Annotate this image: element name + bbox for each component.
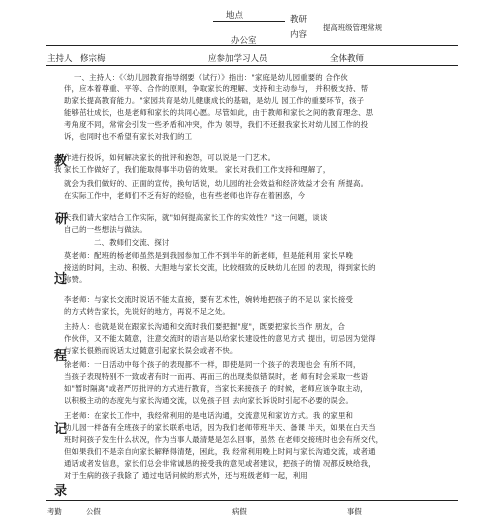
body-line-4: 能够茁壮成长，也是老师和家长的共同心愿。尽管如此，由于教师和家长之间的教育理念、思: [64, 108, 374, 117]
body-line-19: 主持人：也就是说在跟家长沟通和交流时我们要把握"度"，既要把家长当作 朋友，合: [64, 322, 346, 331]
body-line-18: 的方式转告家长，先说好的地方，再说不足之处。: [64, 307, 230, 316]
body-line-12: 自己的一些想法与做法。: [64, 225, 147, 234]
side-label-1: 教: [54, 154, 68, 169]
attendees-label: 应参加学习人员: [208, 54, 268, 64]
body-line-14: 莫老师：配班的杨老师虽然是到我园参加工作不到半年的新老师，但是能利用 家长早晚: [64, 251, 354, 260]
body-line-15: 接送的时间，主动、积极、大胆地与家长交流，比较细致的反映幼儿在园 的表现，得到家长的: [64, 263, 376, 272]
location-value: 办公室: [231, 36, 257, 46]
body-line-3: 助家长提高教育能力。"家园共育是幼儿健康成长的基础，是幼儿 园工作的重要环节，孩子: [64, 96, 365, 105]
body-line-20: 作伙伴，又不能太随意，注意交流时的语言是以给家长建设性的意见方式 提出，切忌因为觉得: [64, 334, 376, 343]
attendance-personal-leave: 事假: [347, 507, 362, 516]
side-label-6: 录: [54, 484, 68, 499]
body-line-23: 当孩子表现特别不一致或者有时一而再、再而三的出现类似错误时，老 师有时会采取一些语: [64, 372, 369, 381]
body-line-6: 诉，也同时也不希望有家长对我们的工: [64, 132, 193, 141]
attendance-label: 考勤: [47, 507, 62, 516]
body-line-13: 二、教师们交流、探讨: [94, 238, 170, 247]
body-line-5: 考角度不同，常常会引发一些矛盾和冲突，作为 领导，我们不还报我家长对幼儿园工作的投: [64, 120, 369, 129]
topic-value: 提高班级管理常规: [323, 23, 383, 32]
body-line-7: 作进行投诉，如何解决家长的批评和抱怨，可以说是一门艺术。: [64, 153, 276, 162]
side-label-4: 程: [54, 349, 68, 364]
topic-label-line-2: 内容: [290, 30, 308, 40]
body-line-21: 与家长很熟而说话太过随意引起家长误会或者不快。: [64, 346, 238, 355]
body-line-1: 一、主持人：《〈幼儿园教育指导纲要（试行）》指出："家庭是幼儿园重要的 合作伙: [74, 73, 348, 82]
side-label-3: 过: [54, 272, 68, 287]
attendees-value: 全体教师: [330, 54, 365, 64]
location-label: 地点: [226, 11, 244, 21]
host-rule: [46, 65, 458, 66]
host-name: 修宗梅: [80, 54, 106, 64]
attendance-sick-leave: 病假: [232, 507, 247, 516]
body-line-30: 通话或者发信息，家长们总会非常诚恳的接受我的意见或者建议，把孩子的情 况都反映给我，: [64, 459, 376, 468]
topic-label-line-1: 教研: [290, 15, 308, 25]
side-label-5: 记: [54, 422, 68, 437]
body-line-17: 李老师：与家长交流时说话不能太直接，要有艺术性，婉转地把孩子的不足以 家长接受: [64, 295, 354, 304]
body-line-31: 对于生病的孩子我除了 通过电话问候的形式外，还与班级老师一起，利用: [64, 471, 308, 480]
body-line-24: 如"暂时隔离"或者严厉批评的方式进行教育，当家长来接孩子 的时候，老师应该争取主动，: [64, 384, 368, 393]
body-line-22: 徐老师：一日活动中每个孩子的表现都不一样，即使是同一个孩子的表现也会 有所不同，: [64, 360, 361, 369]
body-line-10: 在实际工作中，老师们不乏有好的经验，也有些老师也许存在着困惑，今: [64, 191, 306, 200]
body-line-28: 班时间孩子发生什么状况，作为当事人最清楚是怎么回事，虽然 在老师交接班时也会有所交代，: [64, 435, 384, 444]
footer-rule: [46, 500, 458, 501]
location-rule: [213, 21, 285, 22]
body-line-11: 天我们请大家结合工作实际，就"如何提高家长工作的实效性？"这一问题，谈谈: [64, 213, 328, 222]
body-line-29: 但如果我们不是亲自向家长解释得清楚，困此，我 经常利用晚上时间与家长沟通交流，或者通: [64, 447, 376, 456]
body-line-16: 称赞。: [64, 275, 87, 284]
host-label: 主持人: [47, 54, 73, 64]
header-rule: [46, 45, 458, 46]
body-line-25: 以积极主动的态度先与家长沟通交流，以免孩子回 去向家长诉说时引起不必要的误会。: [64, 396, 354, 405]
attendance-public-leave: 公假: [86, 507, 101, 516]
body-line-27: 幼儿园一样备有全班孩子的家长联系电话，因为我们老师带班半天、备课 半天，如果在白天当: [64, 423, 376, 432]
body-line-9: 就会为我们做好的、正面的宣传，换句话说，幼儿园的社会效益和经济效益才会有 所提高。: [64, 179, 369, 188]
body-line-2: 伴，应本着尊重、平等、合作的原则，争取家长的理解、支持和主动参与， 并积极支持、帮: [64, 84, 369, 93]
body-line-8: 我 家长工作做好了，我们能取得事半功倍的效果。 家长对我们工作支持和理解了，: [54, 165, 331, 174]
side-label-2: 研: [55, 212, 69, 227]
body-line-26: 王老师：在家长工作中，我经常利用的是电话沟通，交流意见和家访方式。我 的家里和: [64, 411, 354, 420]
